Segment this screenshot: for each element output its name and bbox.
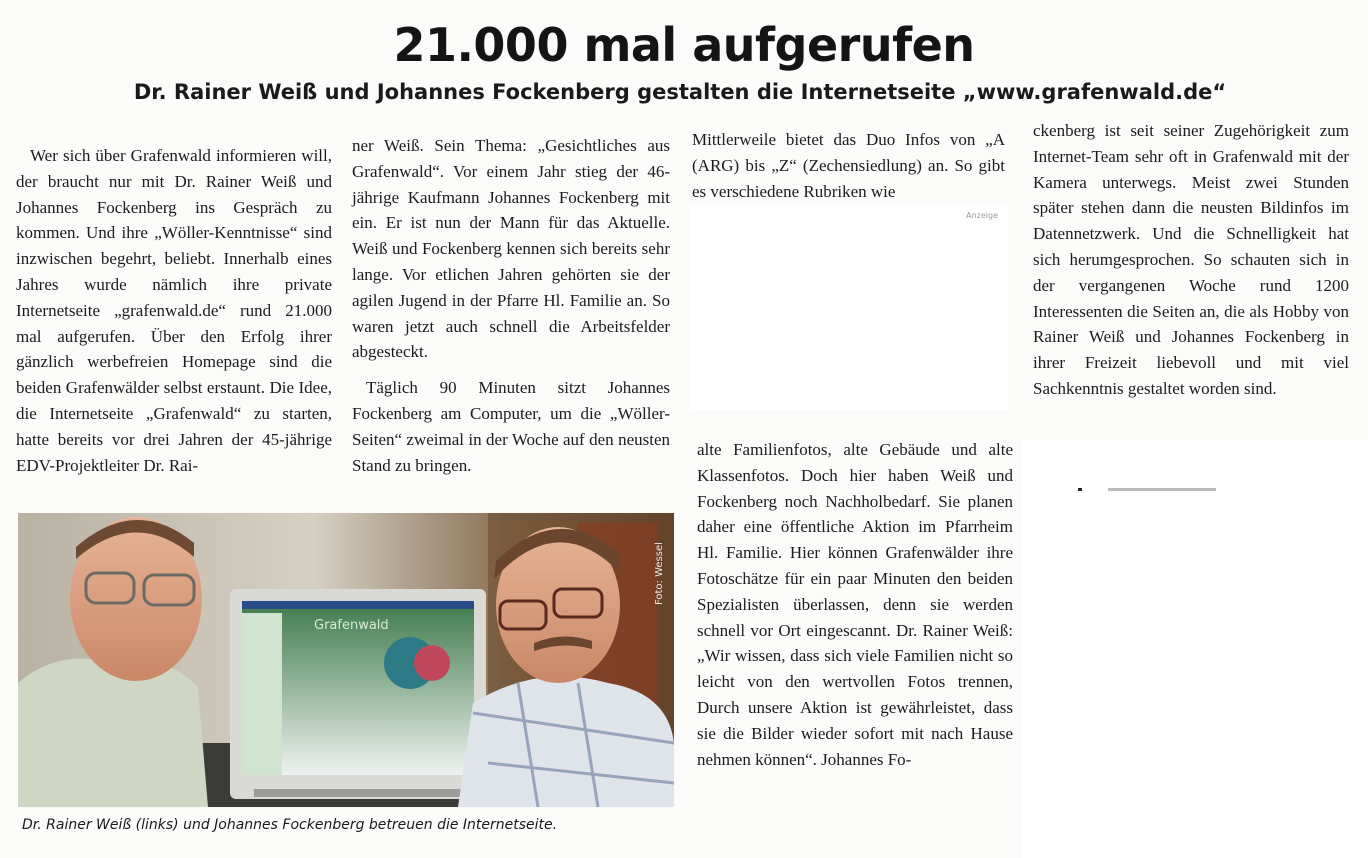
photo-illustration: [18, 513, 674, 807]
ad-label: Anzeige: [966, 211, 998, 220]
paragraph: ckenberg ist seit seiner Zugehörigkeit zum Internet-Team sehr oft in Grafenwald mit der Kamera unterwegs. Meist zwei Stunden später stehen dann die neusten Bildinfos im Datennetzwerk. Und die Schnelligkeit hat sich herumgesprochen. So schauten sich in der vergangenen Woche rund 1200 Interessenten die Seiten an, die als Hobby von Rainer Weiß und Johannes Fockenberg in ihrer Freizeit liebevoll und mit viel Sachkenntnis gestaltet worden sind.: [1033, 121, 1349, 398]
article-photo: [18, 513, 674, 807]
paragraph: ner Weiß. Sein Thema: „Gesichtliches aus Grafenwald“. Vor einem Jahr stieg der 46-jährige Kaufmann Johannes Fockenberg mit ein. Er ist nun der Mann für das Aktuelle. Weiß und Fockenberg kennen sich bereits sehr lange. Vor etlichen Jahren gehörten sie der agilen Jugend in der Pfarre Hl. Familie an. So waren jetzt auch schnell die Arbeitsfelder abgesteckt.: [352, 136, 670, 362]
column-2: [352, 133, 670, 478]
stray-mark: [1078, 488, 1216, 491]
paragraph: alte Familienfotos, alte Gebäude und alte Klassenfotos. Doch hier haben Weiß und Fockenberg noch Nachholbedarf. Sie planen daher eine öffentliche Aktion im Pfarrheim Hl. Familie. Hier können Grafenwälder ihre Fotoschätze für ein paar Minuten den beiden Spezialisten überlassen, denn sie werden schnell vor Ort eingescannt. Dr. Rainer Weiß: „Wir wissen, dass sich viele Familien nicht so leicht von den wertvollen Fotos trennen, Durch unsere Aktion ist gewährleistet, dass sie die Bilder wieder sofort mit nach Hause nehmen können“. Johannes Fo-: [697, 440, 1013, 769]
paragraph: Wer sich über Grafenwald informieren will, der braucht nur mit Dr. Rainer Weiß und Johannes Fockenberg ins Gespräch zu kommen. Und ihre „Wöller-Kenntnisse“ sind inzwischen begehrt, beliebt. Innerhalb eines Jahres wurde nämlich ihre private Internetseite „grafenwald.de“ rund 21.000 mal aufgerufen. Über den Erfolg ihrer gänzlich werbefreien Homepage sind die beiden Grafenwälder selbst erstaunt. Die Idee, die Internetseite „Grafenwald“ zu starten, hatte bereits vor drei Jahren der 45-jährige EDV-Projektleiter Dr. Rai-: [16, 146, 332, 475]
photo-caption: Dr. Rainer Weiß (links) und Johannes Fockenberg betreuen die Internetseite.: [22, 817, 558, 833]
headline: 21.000 mal aufgerufen: [393, 18, 975, 72]
column-3-bottom: [697, 437, 1013, 772]
column-1: [16, 143, 332, 478]
paragraph: Mittlerweile bietet das Duo Infos von „A (ARG) bis „Z“ (Zechensiedlung) an. So gibt es verschiedene Rubriken wie: [692, 130, 1005, 201]
paragraph: Täglich 90 Minuten sitzt Johannes Fockenberg am Computer, um die „Wöller-Seiten“ zweimal in der Woche auf den neusten Stand zu bringen.: [352, 378, 670, 475]
blank-area: [1022, 440, 1368, 858]
subheadline: Dr. Rainer Weiß und Johannes Fockenberg gestalten die Internetseite „www.grafenwald.de“: [133, 80, 1227, 104]
column-3-top: [692, 127, 1005, 204]
screen-site-title: Grafenwald: [314, 618, 389, 633]
column-4: [1033, 118, 1349, 402]
photo-credit: Foto: Wessel: [654, 542, 665, 605]
advertisement-space: [690, 205, 1008, 410]
